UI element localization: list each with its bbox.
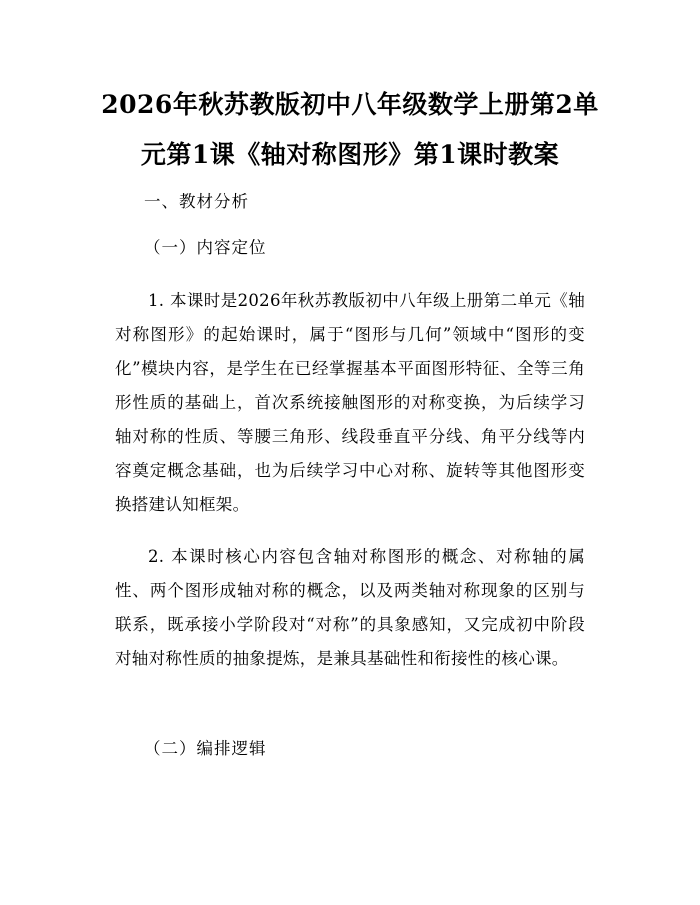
subsection-heading-content-positioning: （一）内容定位 bbox=[144, 238, 267, 257]
document-title: 2026年秋苏教版初中八年级数学上册第2单元第1课《轴对称图形》第1课时教案 bbox=[101, 90, 599, 169]
paragraph-2: 2. 本课时核心内容包含轴对称图形的概念、对称轴的属性、两个图形成轴对称的概念，以及两类轴对称现象的区别与联系，既承接小学阶段对“对称”的具象感知，又完成初中阶段对轴对称性质的抽象提炼，是兼具基础性和衔接性的核心课。 bbox=[115, 547, 585, 668]
subsection-heading-arrangement-logic: （二）编排逻辑 bbox=[144, 739, 267, 758]
paragraph-1: 1. 本课时是2026年秋苏教版初中八年级上册第二单元《轴对称图形》的起始课时，属于“图形与几何”领域中“图形的变化”模块内容，是学生在已经掌握基本平面图形特征、全等三角形性质的基础上，首次系统接触图形的对称变换，为后续学习轴对称的性质、等腰三角形、线段垂直平分线、角平分线等内容奠定概念基础，也为后续学习中心对称、旋转等其他图形变换搭建认知框架。 bbox=[115, 291, 585, 514]
section-heading-textbook-analysis: 一、教材分析 bbox=[144, 192, 249, 211]
